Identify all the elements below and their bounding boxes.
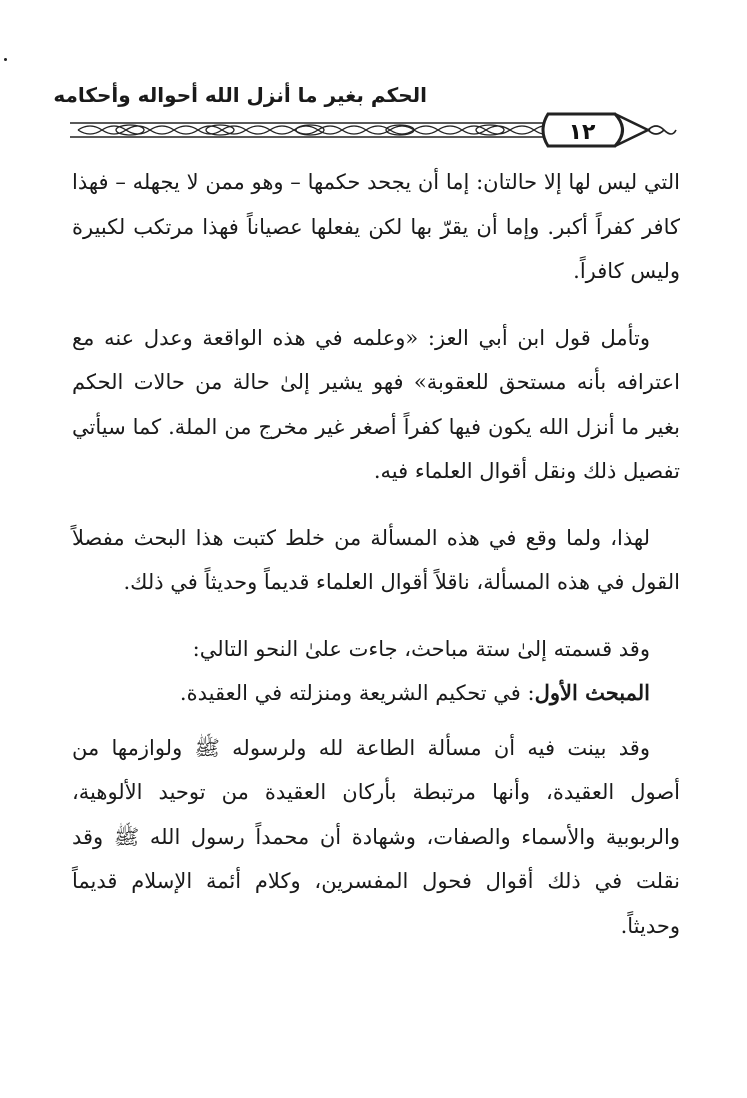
- paragraph-1: التي ليس لها إلا حالتان: إما أن يجحد حكمها – وهو ممن لا يجهله – فهذا كافر كفراً أكبر. وإما أن يقرّ بها لكن يفعلها عصياناً فهذا مرتكب لكبيرة وليس كافراً.: [72, 170, 680, 283]
- paragraph-6: وقد بينت فيه أن مسألة الطاعة لله ولرسوله ﷺ ولوازمها من أصول العقيدة، وأنها مرتبطة بأركان العقيدة من توحيد الألوهية، والربوبية والأسماء والصفات، وشهادة أن محمداً رسول الله ﷺ وقد نقلت في ذلك أقوال فحول المفسرين، وكلام أئمة الإسلام قديماً وحديثاً.: [72, 735, 680, 938]
- scan-speck: [4, 58, 7, 61]
- section-heading-text: : في تحكيم الشريعة ومنزلته في العقيدة.: [179, 681, 535, 705]
- paragraph-4: وقد قسمته إلىٰ ستة مباحث، جاءت علىٰ النحو التالي:: [192, 636, 650, 661]
- paragraph-5: [72, 671, 680, 716]
- paragraph-3: لهذا، ولما وقع في هذه المسألة من خلط كتبت هذا البحث مفصلاً القول في هذه المسألة، ناقلاً أقوال العلماء قديماً وحديثاً في ذلك.: [72, 525, 680, 594]
- body-text: [72, 160, 680, 948]
- running-title: الحكم بغير ما أنزل الله أحواله وأحكامه: [53, 83, 427, 107]
- section-heading: المبحث الأول: [534, 680, 650, 705]
- paragraph-2: وتأمل قول ابن أبي العز: «وعلمه في هذه الواقعة وعدل عنه مع اعترافه بأنه مستحق للعقوبة» فهو يشير إلىٰ حالة من حالات الحكم بغير ما أنزل الله يكون فيها كفراً أصغر غير مخرج من الملة. كما سيأتي تفصيل ذلك ونقل أقوال العلماء فيه.: [72, 325, 680, 483]
- page-number: ١٢: [568, 120, 596, 145]
- header-ornament: [70, 110, 680, 150]
